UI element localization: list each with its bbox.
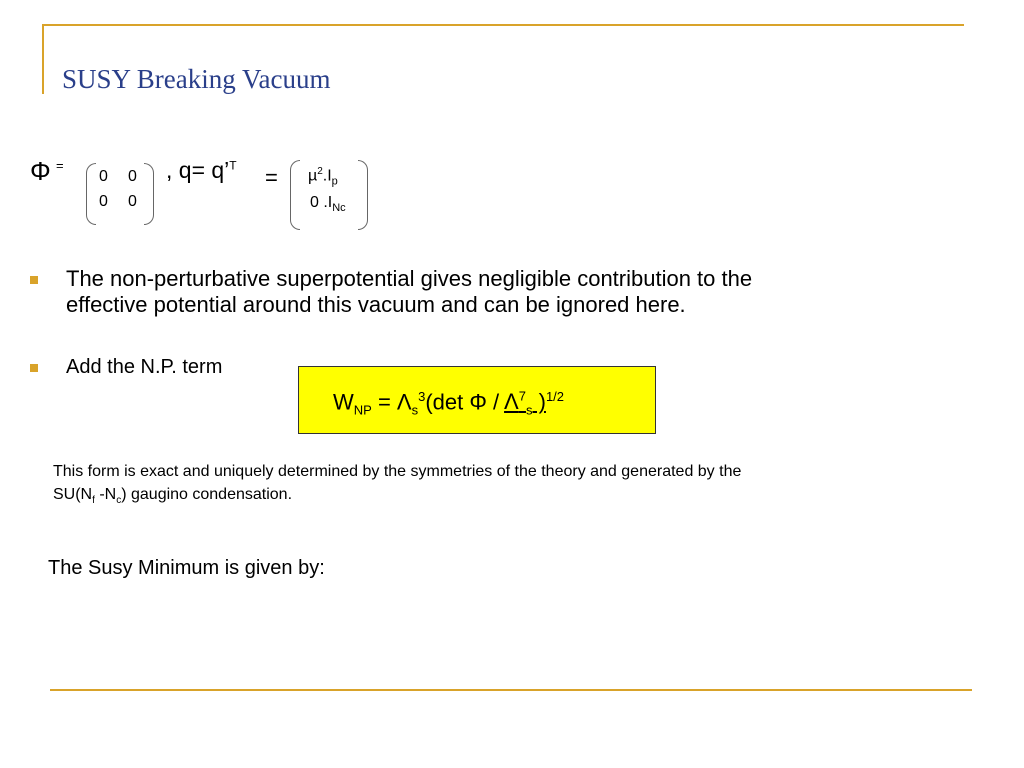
phi-matrix-cell: 0 [128, 193, 137, 210]
susy-minimum-text: The Susy Minimum is given by: [48, 557, 325, 579]
q-matrix-row1: $\mu^2.I_p$ [308, 166, 338, 188]
bullet-text: The non-perturbative superpotential gives negligible contribution to the effective potential around this vacuum and can be ignored here. [66, 266, 753, 317]
q-matrix-right-bracket [358, 160, 368, 230]
phi-equals: = [56, 158, 64, 173]
phi-matrix-right-bracket [144, 163, 154, 225]
note-text: This form is exact and uniquely determined by the symmetries of the theory and generated by the $SU(N_f$ $-N_c$) gaugino condensation. [53, 463, 742, 507]
slide-title: SUSY Breaking Vacuum [62, 64, 331, 94]
bullet-marker [30, 364, 38, 372]
phi-matrix-left-bracket [86, 163, 96, 225]
np-formula: $W_{NP} = \Lambda_s^3(\det$ Φ / $\Lambda^7_s$ )$^{1/2}$ [333, 389, 565, 418]
phi-symbol: Φ [30, 156, 51, 186]
phi-matrix-cell: 0 [128, 168, 137, 185]
left-rule [42, 24, 44, 94]
q-matrix-row2: 0 $.I_{Nc}$ [310, 194, 346, 215]
q-equals: = [265, 165, 278, 190]
q-definition: , q= q’$^T$ [166, 157, 237, 183]
q-matrix-left-bracket [290, 160, 300, 230]
bullet-text: Add the N.P. term [66, 356, 223, 378]
bullet-marker [30, 276, 38, 284]
phi-matrix-cell: 0 [99, 168, 108, 185]
bottom-rule [50, 689, 972, 691]
phi-matrix-cell: 0 [99, 193, 108, 210]
top-rule [42, 24, 964, 26]
